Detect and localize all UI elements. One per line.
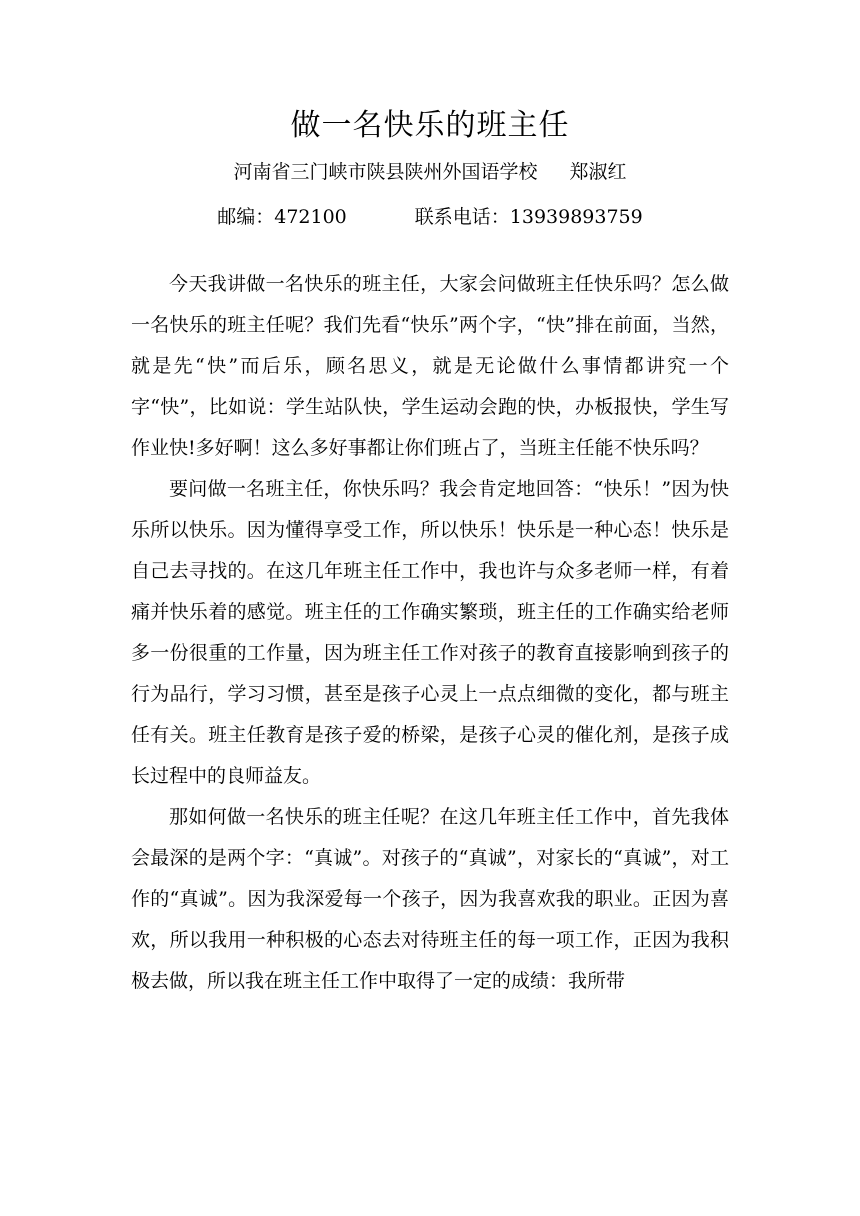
- document-title: 做一名快乐的班主任: [290, 108, 570, 143]
- phone-number: 联系电话：13939893759: [414, 206, 643, 228]
- postcode: 邮编：472100: [217, 206, 347, 228]
- contact-line: [0, 204, 860, 230]
- paragraph: 要问做一名班主任，你快乐吗？我会肯定地回答：“快乐！”因为快乐所以快乐。因为懂得享受工作，所以快乐！快乐是一种心态！快乐是自己去寻找的。在这几年班主任工作中，我也许与众多老师一样，有着痛并快乐着的感觉。班主任的工作确实繁琐，班主任的工作确实给老师多一份很重的工作量，因为班主任工作对孩子的教育直接影响到孩子的行为品行，学习习惯，甚至是孩子心灵上一点点细微的变化，都与班主任有关。班主任教育是孩子爱的桥梁，是孩子心灵的催化剂，是孩子成长过程中的良师益友。: [131, 478, 729, 787]
- paragraph: 今天我讲做一名快乐的班主任，大家会问做班主任快乐吗？怎么做一名快乐的班主任呢？我们先看“快乐”两个字，“快”排在前面，当然，就是先“快”而后乐，顾名思义，就是无论做什么事情都讲究一个字“快”，比如说：学生站队快，学生运动会跑的快，办板报快，学生写作业快!多好啊！这么多好事都让你们班占了，当班主任能不快乐吗？: [131, 273, 729, 459]
- paragraph: 那如何做一名快乐的班主任呢？在这几年班主任工作中，首先我体会最深的是两个字：“真诚”。对孩子的“真诚”，对家长的“真诚”，对工作的“真诚”。因为我深爱每一个孩子，因为我喜欢我的职业。正因为喜欢，所以我用一种积极的心态去对待班主任的每一项工作，正因为我积极去做，所以我在班主任工作中取得了一定的成绩：我所带: [131, 806, 729, 992]
- school-name: 河南省三门峡市陕县陕州外国语学校: [233, 161, 538, 183]
- author-line: [0, 159, 860, 185]
- author-name: 郑淑红: [569, 161, 627, 183]
- body-text: [131, 264, 729, 1002]
